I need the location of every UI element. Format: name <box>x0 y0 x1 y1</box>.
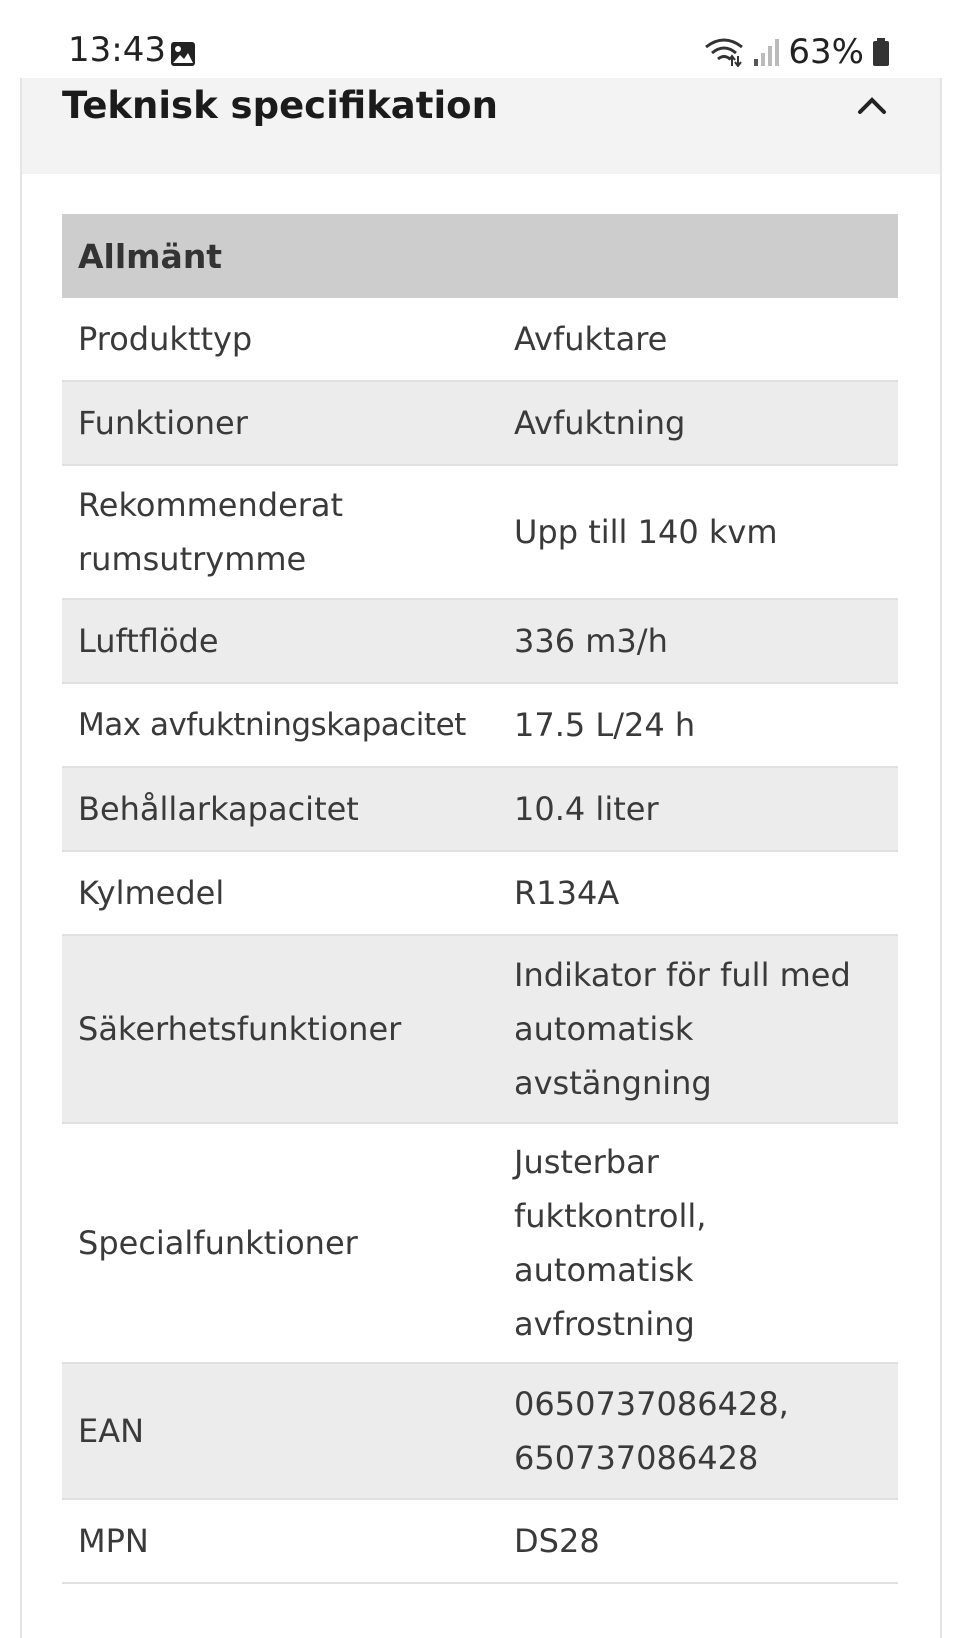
spec-row <box>62 382 898 466</box>
spec-label: Kylmedel <box>78 874 225 912</box>
spec-value: 0650737086428, 650737086428 <box>514 1385 789 1477</box>
signal-icon <box>752 37 780 67</box>
status-time: 13:43 <box>68 30 166 70</box>
battery-icon <box>872 37 890 67</box>
spec-row <box>62 684 898 768</box>
spec-table <box>62 214 898 1584</box>
spec-value: Upp till 140 kvm <box>514 513 778 551</box>
spec-label: Rekommenderat rumsutrymme <box>78 486 344 578</box>
spec-row <box>62 298 898 382</box>
spec-value: Avfuktning <box>514 404 686 442</box>
spec-label: Funktioner <box>78 404 248 442</box>
spec-label: Säkerhetsfunktioner <box>78 1010 402 1048</box>
spec-value: Justerbar fuktkontroll, automatisk avfrostning <box>514 1143 707 1343</box>
spec-row <box>62 1500 898 1584</box>
spec-value: 10.4 liter <box>514 790 659 828</box>
status-bar <box>0 0 960 80</box>
section-title: Allmänt <box>78 236 223 276</box>
spec-row <box>62 1364 898 1500</box>
tech-spec-panel <box>20 78 942 1638</box>
spec-label: MPN <box>78 1522 149 1560</box>
tech-spec-panel-header[interactable] <box>22 78 940 174</box>
wifi-icon <box>704 37 744 67</box>
spec-label: Luftflöde <box>78 622 219 660</box>
spec-value: 336 m3/h <box>514 622 668 660</box>
battery-percentage: 63% <box>788 32 864 72</box>
status-icons <box>704 32 890 72</box>
spec-label: EAN <box>78 1412 145 1450</box>
spec-row <box>62 936 898 1124</box>
spec-row <box>62 466 898 600</box>
spec-value: Indikator för full med automatisk avstängning <box>514 956 851 1102</box>
spec-row <box>62 600 898 684</box>
chevron-up-icon[interactable] <box>854 92 890 116</box>
spec-label: Max avfuktningskapacitet <box>78 707 466 743</box>
spec-row <box>62 852 898 936</box>
spec-value: Avfuktare <box>514 320 668 358</box>
spec-row <box>62 768 898 852</box>
gallery-icon <box>170 41 196 67</box>
spec-label: Behållarkapacitet <box>78 790 359 828</box>
spec-value: R134A <box>514 874 620 912</box>
section-header <box>62 214 898 298</box>
panel-title: Teknisk specifikation <box>62 84 498 127</box>
spec-value: DS28 <box>514 1522 600 1560</box>
spec-label: Specialfunktioner <box>78 1224 358 1262</box>
spec-label: Produkttyp <box>78 320 253 358</box>
spec-row <box>62 1124 898 1364</box>
spec-value: 17.5 L/24 h <box>514 706 696 744</box>
